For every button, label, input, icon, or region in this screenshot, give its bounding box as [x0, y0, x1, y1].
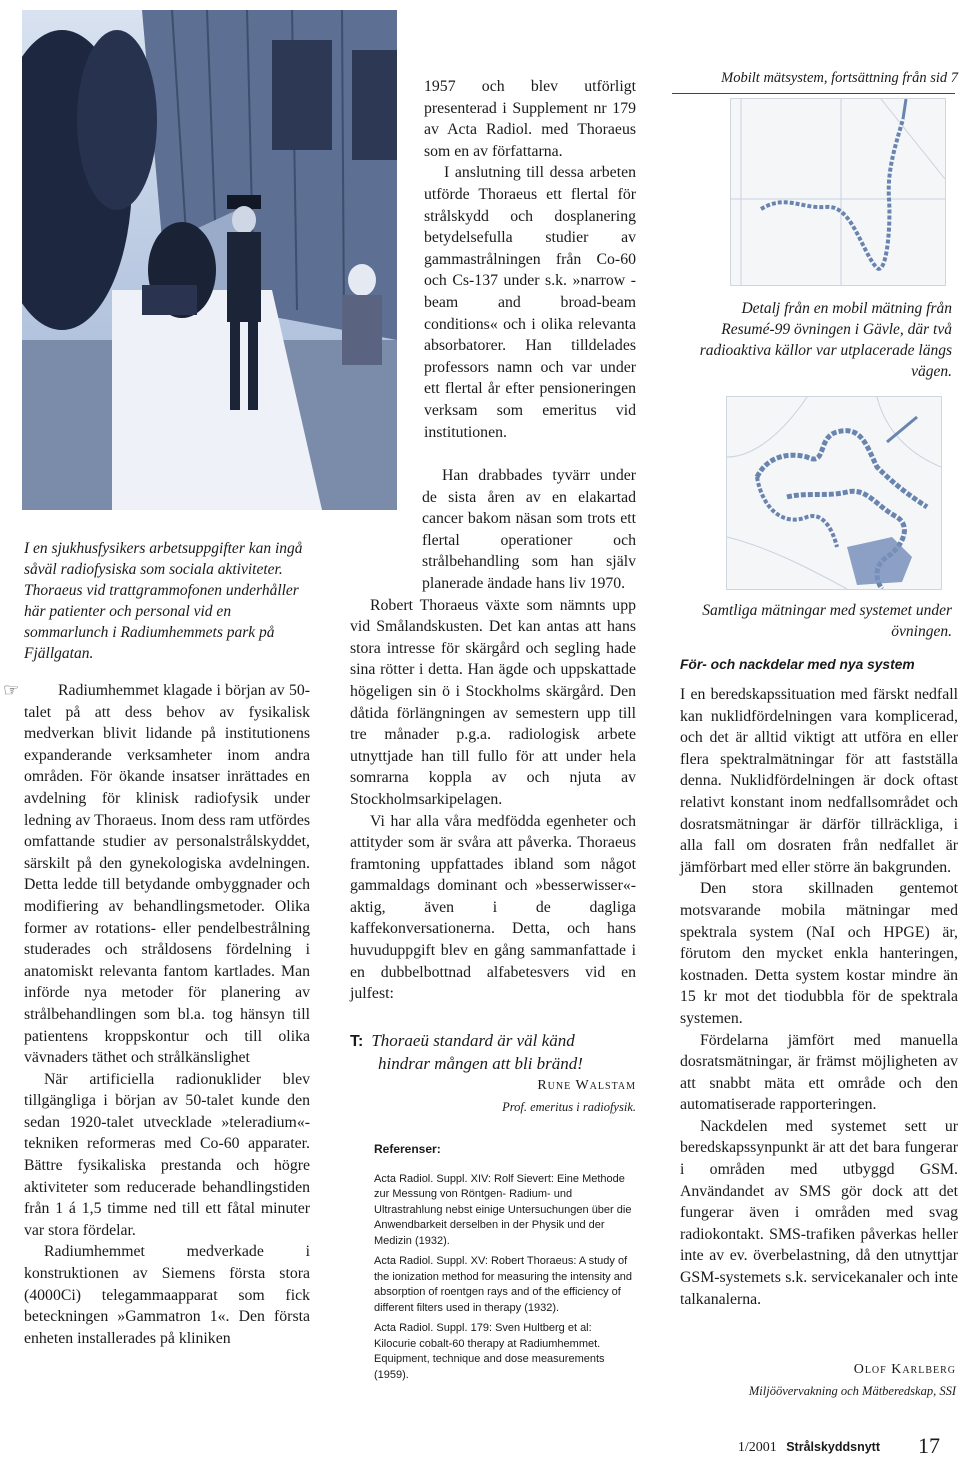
verse-line-2: hindrar mången att bli bränd! [378, 1054, 583, 1073]
col3-paragraph: Den stora skillnaden gentemot motsvarande mobila mätningar med spektrala system (NaI och HPGE) är, förutom den mycket enkla hanteringen, kostnaden. Detta system kostar mindre än 15 kr mot det tiodubbla för de spektrala systemen. [680, 880, 958, 1027]
column-1 [24, 680, 310, 1349]
references [374, 1142, 636, 1388]
author-title: Prof. emeritus i radiofysik. [502, 1100, 636, 1114]
map-overview-image [726, 396, 942, 590]
pointing-hand-icon: ☞ [3, 680, 20, 700]
reference-item: Acta Radiol. Suppl. 179: Sven Hultberg et al: Kilocurie cobalt-60 therapy at Radiumhemmet. Equipment, technique and dose measurements (1959). [374, 1322, 605, 1381]
verse [350, 1030, 640, 1075]
section-subhead: För- och nackdelar med nya system [680, 657, 915, 672]
magazine-name: Strålskyddsnytt [786, 1440, 880, 1454]
column-3 [680, 684, 958, 1310]
page-number: 17 [918, 1433, 940, 1458]
col3-paragraph: Fördelarna jämfört med manuella dosratsmätningar, är främst möjligheten av att snabbt mäta ett område och den automatiserade rapporteringen. [680, 1031, 958, 1114]
col2-paragraph: Han drabbades tyvärr under de sista åren av en elakartad cancer bakom näsan som trots ett flertal operationer och strålbehandling som han själv planerade ändade hans liv 1970. [422, 467, 636, 592]
col1-paragraph: Radiumhemmet klagade i början av 50-talet på att dess behov av fysikalisk medverkan blivit lidande på institutionens expanderande verksamheter inom andra områden. För ökande insatser inrättades en avdelning för klinisk radiofysik under ledning av Thoraeus. Inom dess ram utfördes omfattande studier av personalstrålskyddet, särskilt på den gynekologiska avdelningen. Detta ledde till betydande ombyggnader och modifiering av behandlingsmetoder. Olika former av rotations- eller pendelbestrålning studerades och stråldosens fördelning i anatomiskt relevanta fantom kartlades. Man införde nya metoder för planering av strålbehandlingen som bl.a. tog hänsyn till patientens kroppskontur och till olika vävnaders täthet och strålkänslighet [24, 682, 310, 1067]
header-rule [672, 93, 955, 94]
continuation-header: Mobilt mätsystem, fortsättning från sid 7 [721, 70, 958, 86]
historical-photo [22, 10, 397, 510]
photo-caption: I en sjukhusfysikers arbetsuppgifter kan ingå såväl radiofysiska som sociala aktiviteter. Thoraeus vid trattgrammofonen underhåller här patienter och personal vid en sommarlunch i Radiumhemmets park på Fjällgatan. [24, 540, 303, 662]
col2-paragraph: I anslutning till dessa arbeten utförde Thoraeus ett flertal för strålskydd och dosplanering betydelsefulla studier av gammastrålningen från Co-60 och Cs-137 under s.k. »narrow -beam and broad-beam conditions« och i olika relevanta absorbatorer. Han tilldelades professors namn och var under ett flertal år efter pensioneringen verksam som emeritus vid institutionen. [424, 164, 636, 441]
col2-paragraph: Robert Thoraeus växte som nämnts upp vid Smålandskusten. Det kan antas att hans stora intresse för skärgård och segling hade sina rötter i detta. Han ägde och uppskattade högeligen sin ö i Stockholms skärgård. Den dåtida förlängningen av semestern upp till tre månader p.g.a. radiologisk arbete utnyttjade han till fullo för att under hela somrarna koppla av och njuta av Stockholmsarkipelagen. [350, 596, 636, 808]
verse-label: T: [350, 1033, 364, 1050]
col3-paragraph: I en beredskapssituation med färskt nedfall kan nuklidfördelningen vara komplicerad, och det är alltid viktigt att utföra en eller flera spektralmätningar för att fastställa denna. Nuklidfördelningen är dock oftast relativt konstant inom nedfallsområdet och dosratsmätningar är därför tillräckliga, i alla fall om dosraten från nedfallet är jämförbart med eller större än bakgrunden. [680, 686, 958, 876]
verse-line-1: Thoraeü standard är väl känd [371, 1031, 575, 1050]
col2-paragraph: 1957 och blev utförligt presenterad i Supplement nr 179 av Acta Radiol. med Thoraeus som en av författarna. [424, 78, 636, 160]
column-2-main [350, 465, 636, 1005]
author-name-2: Olof Karlberg [853, 1362, 956, 1377]
map-overview-caption: Samtliga mätningar med systemet under övningen. [702, 602, 952, 640]
footer-issue [700, 1440, 880, 1456]
col1-paragraph: Radiumhemmet medverkade i konstruktionen av Siemens första stora (4000Ci) telegammaapparat som fick beteckningen »Gammatron 1«. Den första enheten installerades på kliniken [24, 1243, 310, 1347]
issue-number: 1/2001 [737, 1440, 777, 1455]
col1-paragraph: När artificiella radionuklider blev tillgängliga i början av 50-talet kunde den sedan 1920-talet utvecklade »teleradium«-tekniken reformeras med Co-60 apparater. Bättre fysikaliska prestanda och högre aktiviteter som reducerade behandlingstiden från 1 á 1,5 timme ned till ett fåtal minuter var stora fördelar. [24, 1070, 310, 1239]
reference-item: Acta Radiol. Suppl. XIV: Rolf Sievert: Eine Methode zur Messung von Röntgen- Radium- und Ultrastrahlung nebst einige Untersuchungen über die Anwendbarkeit derselben in der Physik und der Medizin (1932). [374, 1172, 632, 1247]
col3-paragraph: Nackdelen med systemet sett ur beredskapssynpunkt är att det bara fungerar i områden med utbyggd GSM. Användandet av SMS gör dock att det fungerar även i områden med svag radiokontakt. SMS-trafiken påverkas heller inte av ev. överbelastning, då den utnyttjar GSM-systemets s.k. servicekanaler och inte talkanalerna. [680, 1117, 958, 1308]
column-2-top [424, 76, 636, 443]
author-name: Rune Walstam [537, 1078, 636, 1093]
map-detail-caption: Detalj från en mobil mätning från Resumé-99 övningen i Gävle, där två radioaktiva källor var utplacerade längs vägen. [699, 300, 952, 380]
col2-paragraph: Vi har alla våra medfödda egenheter och attityder som är svåra att påverka. Thoraeus framtoning uppfattades ibland som något gammaldags dominant och »besserwisser«-aktig, även i de dagliga kaffekonversationerna. Detta, och hans huvuduppgift blev en gång sammanfattade i en dubbelbottnad alfabetesvers vid en julfest: [350, 812, 636, 1003]
reference-item: Acta Radiol. Suppl. XV: Robert Thoraeus: A study of the ionization method for measuring the intensity and absorption of roentgen rays and of the efficiency of different filters used in therapy (1932). [374, 1255, 633, 1314]
author-title-2: Miljöövervakning och Mätberedskap, SSI [748, 1384, 956, 1398]
map-overview-graphic [727, 397, 941, 589]
references-heading: Referenser: [374, 1142, 441, 1156]
map-detail-graphic [731, 99, 945, 285]
map-detail-image [730, 98, 946, 286]
photo-illustration [22, 10, 397, 510]
